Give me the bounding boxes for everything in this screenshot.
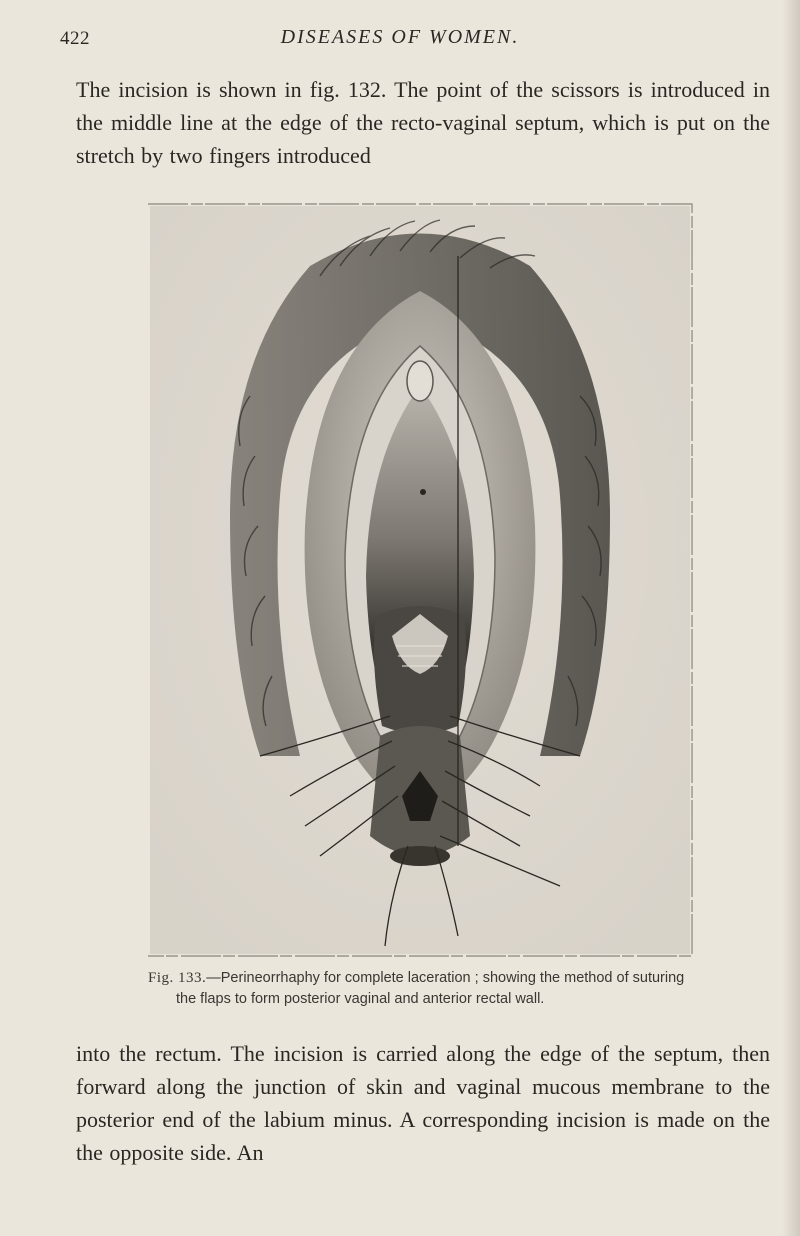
paragraph-top: The incision is shown in fig. 132. The point of the scissors is introduced in the middle line at the edge of the recto-vaginal septum, which is put on the stretch by two fingers introduced [76,77,770,168]
running-title: DISEASES OF WOMEN. [280,26,520,48]
figure-illustration [140,196,700,964]
caption-figure-label: Fig. 133. [148,970,207,986]
anatomical-illustration [140,196,700,964]
page-number: 422 [60,28,90,49]
paragraph-bottom: into the rectum. The incision is carried along the edge of the septum, then forward along the junction of skin and vaginal mucous membrane to the posterior end of the labium minus. A corresponding incision is made on the the opposite side. An [76,1041,770,1165]
running-head [0,22,800,52]
caption-text-line2: the flaps to form posterior vaginal and anterior rectal wall. [176,991,545,1007]
figure-caption [148,968,768,1010]
page-edge-shadow [782,0,800,1236]
caption-text-line1: —Perineorrhaphy for complete laceration ; showing the method of suturing [206,970,685,986]
